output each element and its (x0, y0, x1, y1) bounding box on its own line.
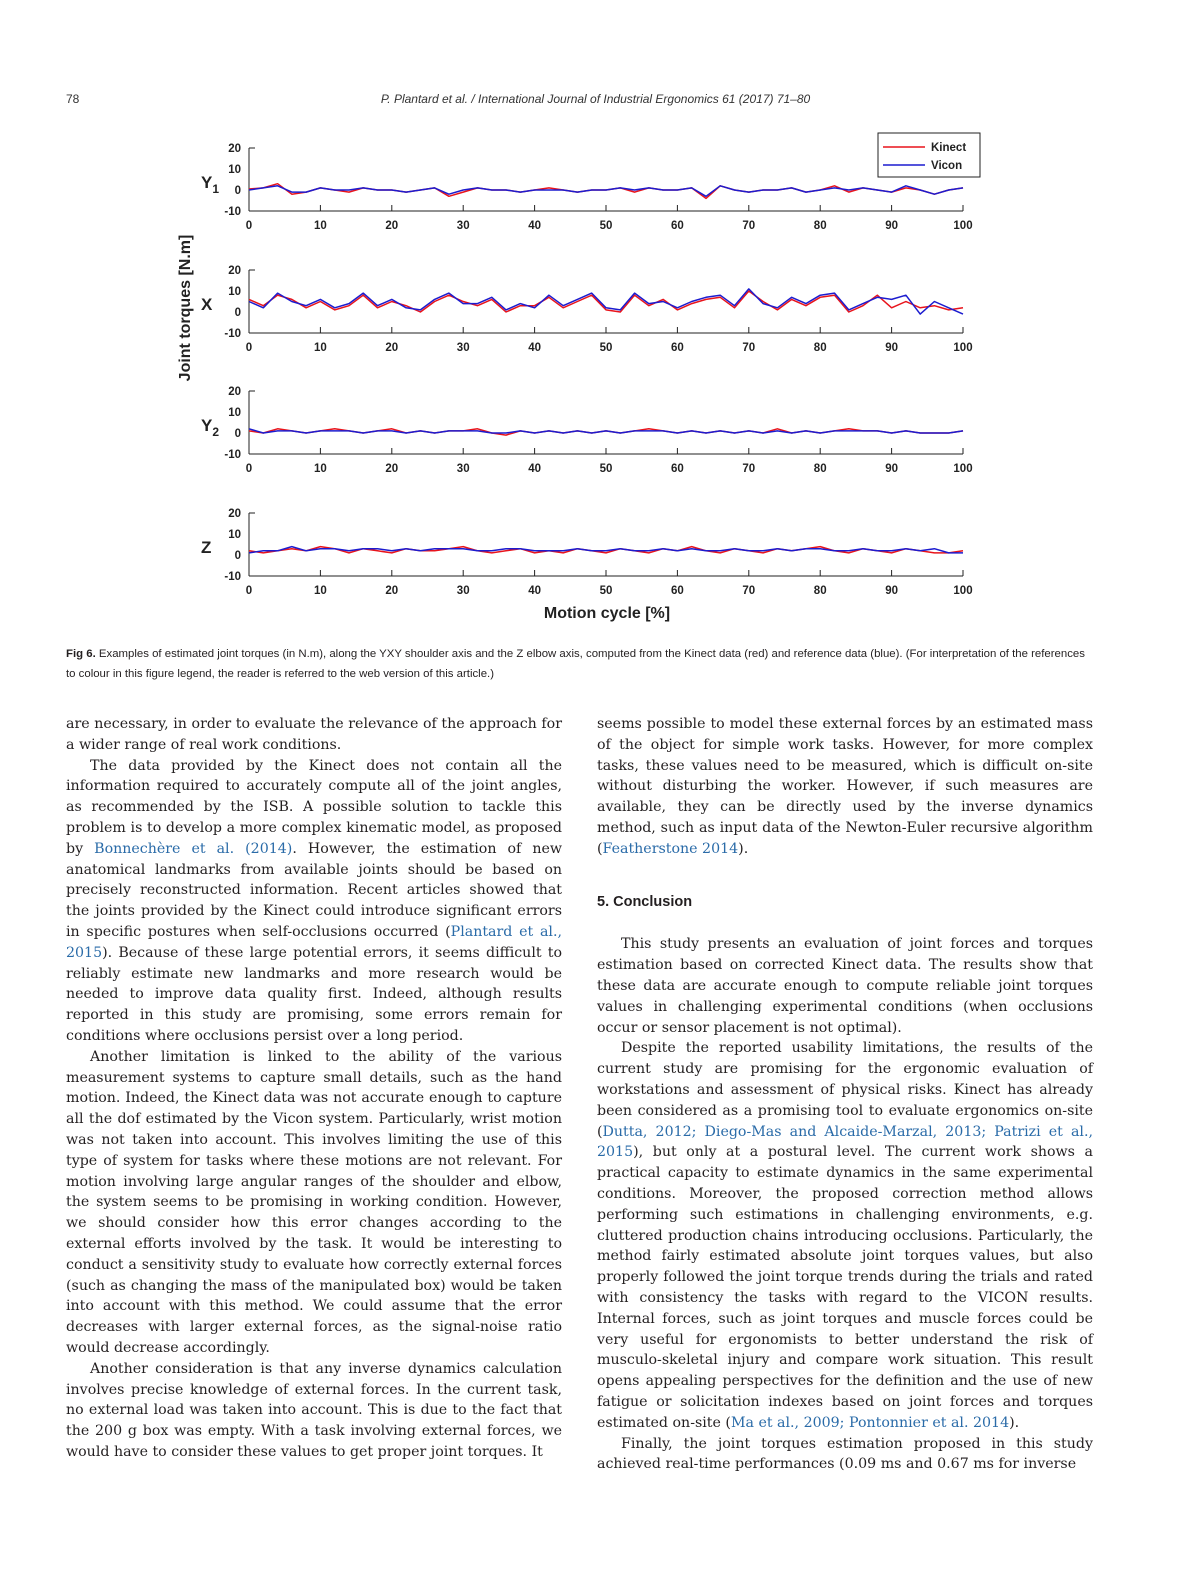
x-tick-label: 50 (599, 463, 613, 475)
x-tick-label: 70 (742, 585, 756, 597)
x-tick-label: 90 (885, 463, 898, 475)
page-number: 78 (66, 92, 80, 106)
text-run: seems possible to model these external forces by an estimated mass of the object for simple work tasks. However, for more complex tasks, these values need to be measured, which is difficult on-site without disturbing the worker. However, if such measures are available, they can be directly used by the inverse dynamics method, such as input data of the Newton-Euler recursive algorithm ( (597, 716, 1093, 857)
legend-vicon-label: Vicon (931, 160, 963, 172)
panel-label-subscript: 2 (212, 425, 220, 439)
x-tick-label: 30 (456, 463, 470, 475)
paragraph: are necessary, in order to evaluate the relevance of the approach for a wider range of real work conditions. (66, 716, 562, 753)
panel-label: $Y_2$ (201, 416, 220, 439)
text-run: . However, the estimation of new anatomical landmarks from available joints should be based on precisely reconstructed information. Recent articles showed that the joints provided by the Kinect could introduce significant errors in specific postures when self-occlusions occurred ( (66, 840, 563, 940)
x-tick-label: 40 (528, 585, 541, 597)
x-tick-label: 20 (385, 342, 399, 354)
y-tick-label: -10 (224, 328, 241, 340)
x-tick-label: 100 (953, 342, 973, 354)
y-tick-label: 20 (228, 143, 241, 155)
x-tick-label: 10 (314, 220, 327, 232)
paragraph (597, 1038, 1093, 1433)
y-tick-label: 0 (234, 428, 241, 440)
paragraph: Another consideration is that any inverse dynamics calculation involves precise knowledge of external forces. In the current task, no external load was taken into account. This is due to the fact that the 200 g box was empty. With a task involving external forces, we would have to consider these values to get proper joint torques. It (66, 1360, 562, 1460)
citation-link[interactable]: Plantard et al., 2015 (66, 923, 562, 961)
text-run: ). Because of these large potential errors, it seems difficult to reliably estimate new landmarks and more research would be needed to improve data quality first. Indeed, although results reported in this study are promising, some errors remain for conditions where occlusions persist over a long period. (66, 944, 562, 1044)
text-run: ), but only at a postural level. The current work shows a practical capacity to estimate dynamics in the same experimental conditions. Moreover, the proposed correction method allows performing such estimations in challenging environments, e.g. cluttered production chains introducing occlusions. Particularly, the method fairly estimated absolute joint torques values, but also properly followed the joint torque trends during the trials and rated with consistency the tasks with regard to the VICON results. Internal forces, such as joint torques and muscle forces could be very useful for ergonomists to better understand the risk of musculo-skeletal injury and compare work situation. This result opens appealing perspectives for the definition and the use of new fatigue or solicitation indexes based on joint forces and torques estimated on-site ( (597, 1144, 1093, 1431)
citation-link[interactable]: Dutta, 2012; Diego-Mas and Alcaide-Marzal, 2013; Patrizi et al., 2015 (597, 1123, 1093, 1161)
x-tick-label: 90 (885, 342, 898, 354)
paragraph: This study presents an evaluation of joint forces and torques estimation based on corrected Kinect data. The results show that these data are accurate enough to compute reliable joint torques values in challenging experimental conditions (when occlusions occur or sensor placement is not optimal). (597, 936, 1093, 1036)
y-tick-label: 10 (228, 529, 241, 541)
panel-label: Z (201, 538, 212, 557)
x-tick-label: 100 (953, 463, 973, 475)
x-tick-label: 40 (528, 463, 541, 475)
x-tick-label: 90 (885, 220, 898, 232)
x-tick-label: 70 (742, 342, 756, 354)
left-column (66, 714, 562, 1463)
y-tick-label: 20 (228, 386, 241, 398)
series-line-kinect (249, 291, 963, 312)
paragraph: Another limitation is linked to the ability of the various measurement systems to capture small details, such as the hand motion. Indeed, the Kinect data was not accurate enough to capture all the dof estimated by the Vicon system. Particularly, wrist motion was not taken into account. This involves limiting the use of this type of system for tasks where these motions are not relevant. For motion involving large angular ranges of the shoulder and elbow, the system seems to be promising in working condition. However, we should consider how this error changes according to the external efforts involved by the task. It would be interesting to conduct a sensitivity study to evaluate how correctly external forces (such as changing the mass of the manipulated box) would be taken into account with this method. We could assume that the error decreases with larger external forces, as the signal-noise ratio would decrease accordingly. (66, 1048, 562, 1356)
x-tick-label: 20 (385, 463, 399, 475)
x-tick-label: 10 (314, 463, 327, 475)
legend-kinect-label: Kinect (931, 142, 967, 154)
page-header (0, 92, 1191, 112)
legend-box (878, 133, 980, 177)
x-tick-label: 0 (245, 463, 253, 475)
x-tick-label: 30 (456, 585, 470, 597)
caption-text: Examples of estimated joint torques (in N.m), along the YXY shoulder axis and the Z elbow axis, computed from the Kinect data (red) and reference data (blue). (For interpretation of the references to colour in this figure legend, the reader is referred to the web version of this article.) (66, 648, 1085, 680)
citation-link[interactable]: Ma et al., 2009; Pontonnier et al. 2014 (730, 1414, 1010, 1431)
y-tick-label: 10 (228, 164, 241, 176)
y-tick-label: 10 (228, 407, 241, 419)
y-tick-label: -10 (224, 449, 241, 461)
x-tick-label: 0 (245, 220, 253, 232)
x-tick-label: 30 (456, 342, 470, 354)
joint-torques-figure (170, 128, 1010, 624)
text-run: ). (1009, 1414, 1020, 1431)
x-tick-label: 0 (245, 585, 253, 597)
paragraph: Finally, the joint torques estimation proposed in this study achieved real-time performances (0.09 ms and 0.67 ms for inverse (597, 1435, 1093, 1473)
text-run: ). (738, 840, 749, 857)
section-heading: 5. Conclusion (597, 893, 693, 910)
x-tick-label: 50 (599, 585, 613, 597)
x-tick-label: 0 (245, 342, 253, 354)
panel-label: $Y_1$ (201, 173, 220, 196)
series-line-vicon (249, 547, 963, 553)
x-tick-label: 40 (528, 220, 541, 232)
x-tick-label: 60 (671, 463, 684, 475)
right-column (597, 714, 1093, 1475)
x-tick-label: 10 (314, 342, 327, 354)
x-tick-label: 100 (953, 585, 973, 597)
y-axis-label: Joint torques [N.m] (177, 234, 194, 382)
series-line-kinect (249, 184, 963, 199)
x-tick-label: 100 (953, 220, 973, 232)
running-head: P. Plantard et al. / International Journal of Industrial Ergonomics 61 (2017) 71–80 (380, 92, 811, 106)
x-tick-label: 50 (599, 342, 613, 354)
x-tick-label: 20 (385, 585, 399, 597)
panels-group (201, 143, 973, 597)
panel-label: X (201, 295, 213, 314)
x-tick-label: 40 (528, 342, 541, 354)
x-tick-label: 50 (599, 220, 613, 232)
y-tick-label: -10 (224, 571, 241, 583)
paragraph (66, 756, 562, 1047)
x-tick-label: 80 (813, 220, 827, 232)
paragraph (597, 714, 1093, 860)
x-tick-label: 60 (671, 220, 684, 232)
y-tick-label: -10 (224, 206, 241, 218)
x-tick-label: 20 (385, 220, 399, 232)
y-tick-label: 10 (228, 286, 241, 298)
x-tick-label: 90 (885, 585, 898, 597)
x-tick-label: 70 (742, 220, 756, 232)
x-tick-label: 80 (813, 463, 827, 475)
y-tick-label: 0 (234, 550, 241, 562)
x-tick-label: 80 (813, 585, 827, 597)
series-line-vicon (249, 186, 963, 197)
x-axis-label: Motion cycle [%] (543, 605, 671, 622)
citation-link[interactable]: Featherstone 2014 (602, 840, 739, 857)
x-tick-label: 80 (813, 342, 827, 354)
caption-lead: Fig 6. (66, 648, 96, 660)
x-tick-label: 10 (314, 585, 327, 597)
y-tick-label: 20 (228, 508, 241, 520)
citation-link[interactable]: Bonnechère et al. (2014) (94, 840, 293, 857)
text-run: Despite the reported usability limitations, the results of the current study are promising for the ergonomic evaluation of workstations and assessment of physical risks. Kinect has already been considered as a promising tool to evaluate ergonomics on-site ( (597, 1040, 1093, 1140)
x-tick-label: 60 (671, 585, 684, 597)
y-tick-label: 20 (228, 265, 241, 277)
text-run: The data provided by the Kinect does not contain all the information required to accurately compute all of the joint angles, as recommended by the ISB. A possible solution to tackle this problem is to develop a more complex kinematic model, as proposed by (66, 757, 562, 857)
y-tick-label: 0 (234, 185, 241, 197)
legend (878, 133, 980, 177)
figure-caption (66, 644, 1092, 684)
x-tick-label: 30 (456, 220, 470, 232)
panel-label-subscript: 1 (212, 182, 220, 196)
x-tick-label: 70 (742, 463, 756, 475)
y-tick-label: 0 (234, 307, 241, 319)
x-tick-label: 60 (671, 342, 684, 354)
